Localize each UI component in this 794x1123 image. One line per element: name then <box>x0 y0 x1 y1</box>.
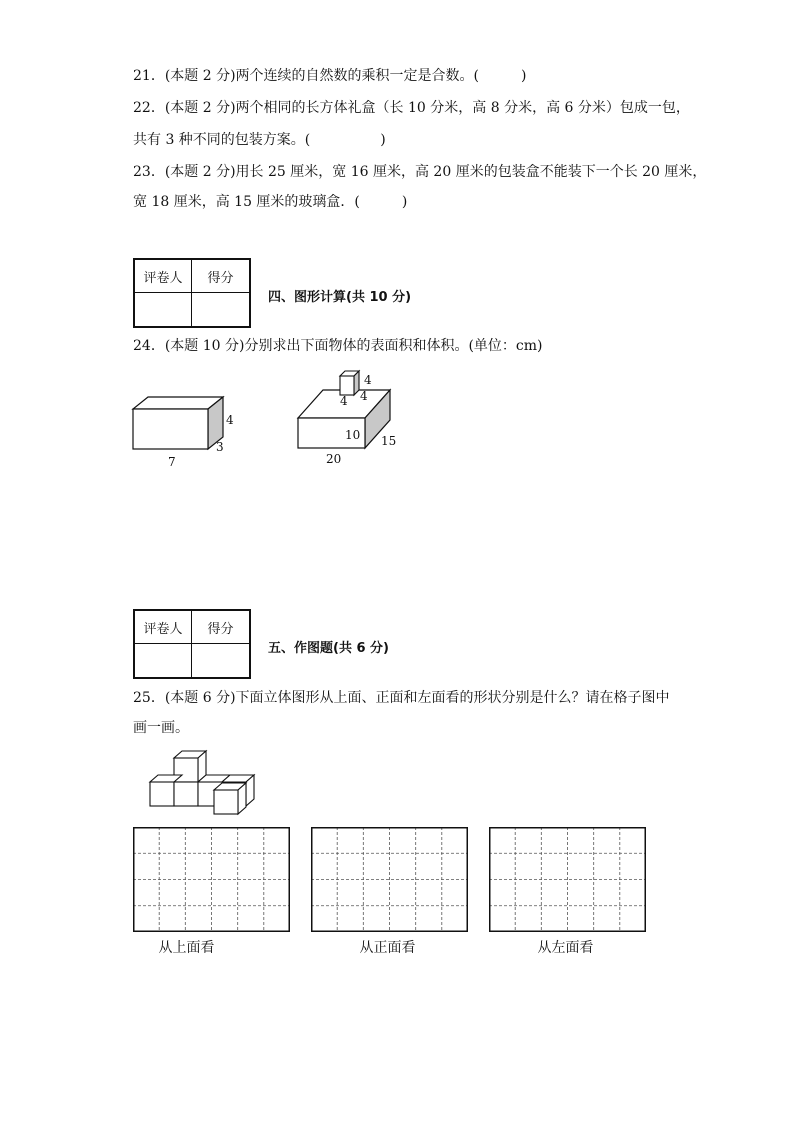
question-22-line-2: 共有 3 种不同的包装方案。( ) <box>133 132 386 148</box>
question-25-line-2: 画一画。 <box>133 720 189 736</box>
score-table-section-4 <box>133 258 251 328</box>
box-figure-2 <box>292 368 422 468</box>
caption-left-view: 从左面看 <box>537 940 594 956</box>
grid-front-view[interactable] <box>311 827 468 932</box>
cube-label-c: 4 <box>360 389 368 403</box>
caption-top-view: 从上面看 <box>158 940 215 956</box>
box1-height-label: 4 <box>226 413 234 427</box>
box-figure-1 <box>128 392 248 472</box>
grader-cell[interactable] <box>135 293 192 326</box>
cube-label-b: 4 <box>340 394 348 408</box>
cube-label-a: 4 <box>364 373 372 387</box>
box1-length-label: 7 <box>168 455 176 469</box>
box2-depth-label: 15 <box>381 434 397 448</box>
cube-stack-figure <box>146 748 266 818</box>
grid-top-view[interactable] <box>133 827 290 932</box>
question-24: 24．(本题 10 分)分别求出下面物体的表面积和体积。(单位：cm) <box>133 338 543 354</box>
grader-label: 评卷人 <box>135 260 192 293</box>
caption-front-view: 从正面看 <box>359 940 416 956</box>
question-23-line-1: 23．(本题 2 分)用长 25 厘米，宽 16 厘米，高 20 厘米的包装盒不能装下一个长 20 厘米， <box>133 164 707 180</box>
grader-cell[interactable] <box>135 644 192 677</box>
grid-lines <box>311 827 468 932</box>
question-25-line-1: 25．(本题 6 分)下面立体图形从上面、正面和左面看的形状分别是什么？请在格子图中 <box>133 690 670 706</box>
grid-lines <box>489 827 646 932</box>
grid-left-view[interactable] <box>489 827 646 932</box>
question-23-line-2: 宽 18 厘米，高 15 厘米的玻璃盒．( ) <box>133 194 408 210</box>
section-4-title: 四、图形计算(共 10 分) <box>268 290 412 305</box>
grader-label: 评卷人 <box>135 611 192 644</box>
score-table-section-5 <box>133 609 251 679</box>
score-label: 得分 <box>192 611 249 644</box>
section-5-title: 五、作图题(共 6 分) <box>268 641 389 656</box>
score-cell[interactable] <box>192 644 249 677</box>
box2-length-label: 20 <box>326 452 342 466</box>
score-label: 得分 <box>192 260 249 293</box>
score-cell[interactable] <box>192 293 249 326</box>
box2-height-label: 10 <box>345 428 361 442</box>
question-21: 21．(本题 2 分)两个连续的自然数的乘积一定是合数。( ) <box>133 68 527 84</box>
question-22-line-1: 22．(本题 2 分)两个相同的长方体礼盒（长 10 分米，高 8 分米，高 6 分米）包成一包， <box>133 100 690 116</box>
grid-lines <box>133 827 290 932</box>
box1-depth-label: 3 <box>216 440 224 454</box>
